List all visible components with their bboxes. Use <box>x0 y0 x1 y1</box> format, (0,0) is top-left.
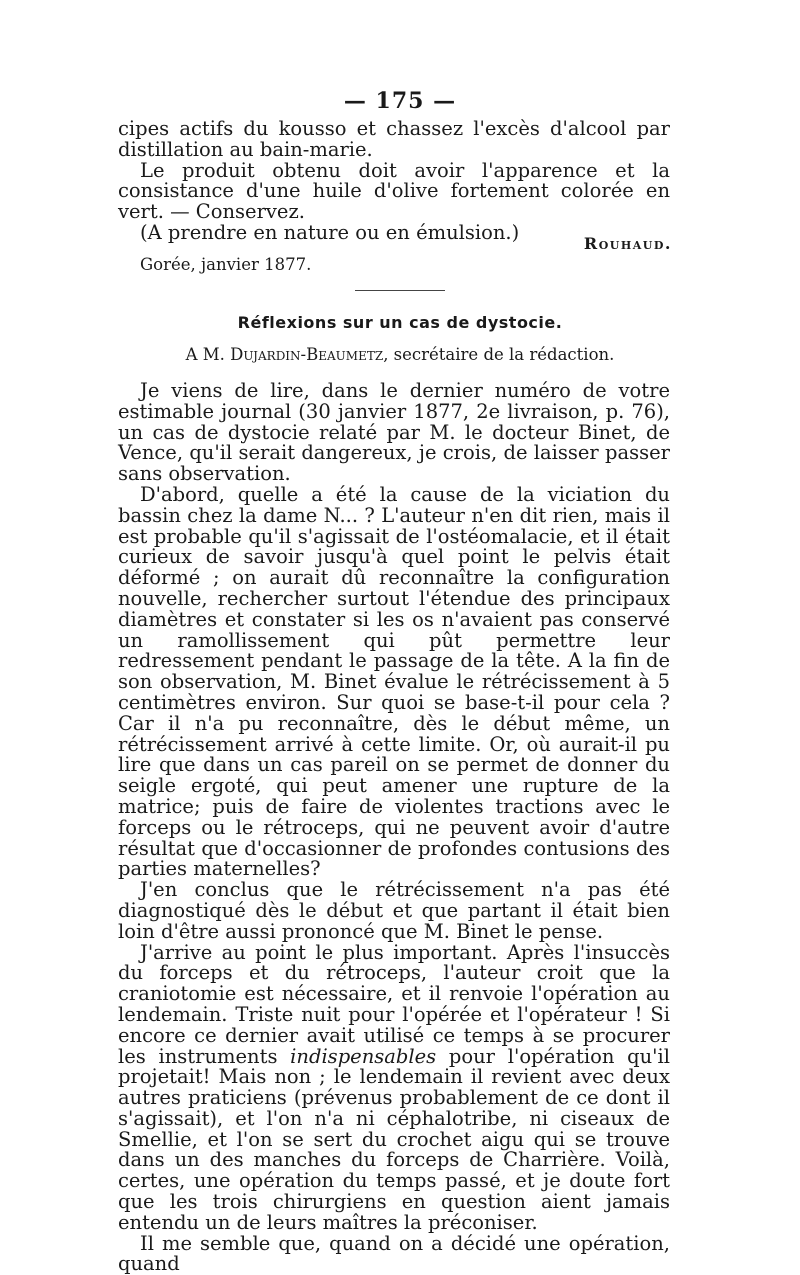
place-date: Gorée, janvier 1877. <box>140 255 312 274</box>
body-paragraph-5: Il me semble que, quand on a décidé une opération, quand <box>118 1231 670 1275</box>
addressee-name: Dujardin-Beaumetz <box>230 345 384 364</box>
section-title: Réflexions sur un cas de dystocie. <box>237 313 563 332</box>
section-divider <box>355 290 445 291</box>
addressee-line <box>0 345 800 364</box>
body-paragraph-3: J'en conclus que le rétrécissement n'a pas été diagnostiqué dès le début et que partant il était bien loin d'être aussi prononcé que M. Binet le pense. <box>118 878 670 943</box>
addressee-prefix: A M. <box>185 345 231 364</box>
recipe-paragraph-2: Le produit obtenu doit avoir l'apparence et la consistance d'une huile d'olive fortement colorée en vert. — Conservez. <box>118 158 670 224</box>
emphasis-indispensables: indispensables <box>290 1044 437 1068</box>
recipe-paragraph-3: (A prendre en nature ou en émulsion.) <box>140 220 520 244</box>
recipe-text-block <box>118 119 670 244</box>
recipe-paragraph-1: cipes actifs du kousso et chassez l'excès d'alcool par distillation au bain-marie. <box>118 117 670 161</box>
body-paragraph-1: Je viens de lire, dans le dernier numéro de votre estimable journal (30 janvier 1877, 2e livraison, p. 76), un cas de dystocie relaté par M. le docteur Binet, de Vence, qu'il serait dangereux, je crois, de laisser passer sans observation. <box>118 379 670 486</box>
letter-body <box>118 381 670 1275</box>
body-paragraph-4: J'arrive au point le plus important. Après l'insuccès du forceps et du rétroceps, l'auteur croit que la craniotomie est nécessaire, et il renvoie l'opération au lendemain. Triste nuit pour l'opérée et l'opérateur ! Si encore ce dernier avait utilisé ce temps à se procurer les instruments indispensables pour l'opération qu'il projetait! Mais non ; le lendemain il revient avec deux autres praticiens (prévenus probablement de ce dont il s'agissait), et l'on n'a ni céphalotribe, ni ciseaux de Smellie, et l'on se sert du crochet aigu qui se trouve dans un des manches du forceps de Charrière. Voilà, certes, une opération du temps passé, et je doute fort que les trois chirurgiens en question aient jamais entendu un de leurs maîtres la préconiser. <box>118 940 670 1234</box>
body-paragraph-2: D'abord, quelle a été la cause de la viciation du bassin chez la dame N... ? L'auteur n'en dit rien, mais il est probable qu'il s'agissait de l'ostéomalacie, et il était curieux de savoir jusqu'à quel point le pelvis était déformé ; on aurait dû reconnaître la configuration nouvelle, rechercher surtout l'étendue des principaux diamètres et constater si les os n'avaient pas conservé un ramollissement qui pût permettre leur redressement pendant le passage de la tête. A la fin de son observation, M. Binet évalue le rétrécissement à 5 centimètres environ. Sur quoi se base-t-il pour cela ? Car il n'a pu reconnaître, dès le début même, un rétrécissement arrivé à cette limite. Or, où aurait-il pu lire que dans un cas pareil on se permet de donner du seigle ergoté, qui peut amener une rupture de la matrice; puis de faire de violentes tractions avec le forceps ou le rétroceps, qui ne peuvent avoir d'autre résultat que d'occasionner de profondes contusions des parties maternelles? <box>118 482 670 881</box>
author-signature: Rouhaud. <box>583 234 672 253</box>
page-number: — 175 — <box>343 88 457 114</box>
addressee-suffix: , secrétaire de la rédaction. <box>383 345 615 364</box>
